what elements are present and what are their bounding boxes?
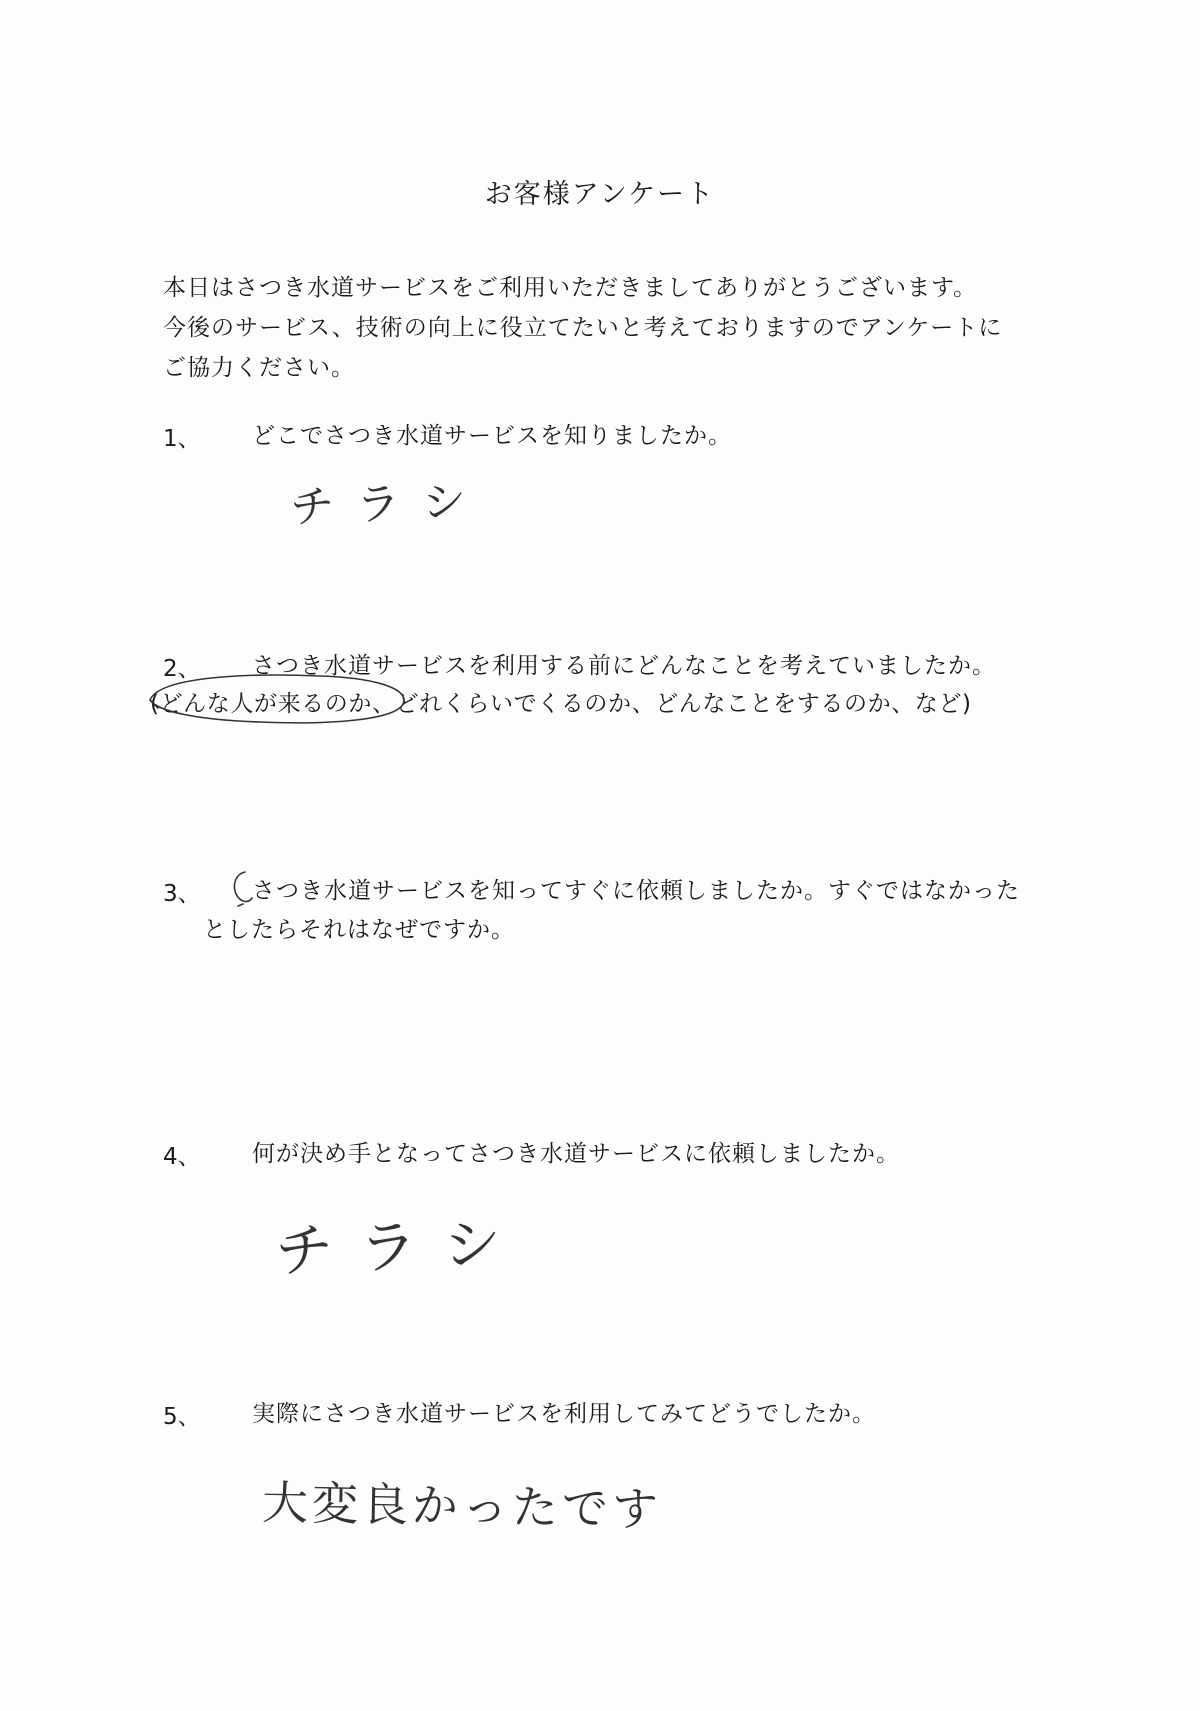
question-1-number: 1、 xyxy=(163,426,201,452)
question-4-text: 何が決め手となってさつき水道サービスに依頼しましたか。 xyxy=(252,1141,900,1167)
question-2-subtext: (どんな人が来るのか、どれくらいでくるのか、どんなことをするのか、など) xyxy=(150,691,972,717)
question-5-answer: 大変良かったです xyxy=(261,1475,663,1537)
intro-line-2: 今後のサービス、技術の向上に役立てたいと考えておりますのでアンケートに xyxy=(163,315,1003,341)
question-4-number: 4、 xyxy=(163,1144,201,1170)
question-3-text-line-2: としたらそれはなぜですか。 xyxy=(203,917,515,943)
question-5-number: 5、 xyxy=(163,1404,201,1430)
survey-intro xyxy=(163,268,1002,388)
question-3-number: 3、 xyxy=(163,881,201,907)
question-2-text: さつき水道サービスを利用する前にどんなことを考えていましたか。 xyxy=(252,653,996,679)
intro-line-3: ご協力ください。 xyxy=(163,355,355,381)
question-1-answer: チラシ xyxy=(289,475,489,534)
survey-title: お客様アンケート xyxy=(484,179,716,210)
intro-line-1: 本日はさつき水道サービスをご利用いただきましてありがとうございます。 xyxy=(163,275,978,301)
check-circle-mark xyxy=(234,872,252,906)
question-3-text-line-1: さつき水道サービスを知ってすぐに依頼しましたか。すぐではなかった xyxy=(252,878,1020,904)
question-4-answer: チラシ xyxy=(274,1208,529,1286)
question-5-text: 実際にさつき水道サービスを利用してみてどうでしたか。 xyxy=(252,1401,876,1427)
question-2-number: 2、 xyxy=(163,656,201,682)
question-1-text: どこでさつき水道サービスを知りましたか。 xyxy=(252,423,732,449)
